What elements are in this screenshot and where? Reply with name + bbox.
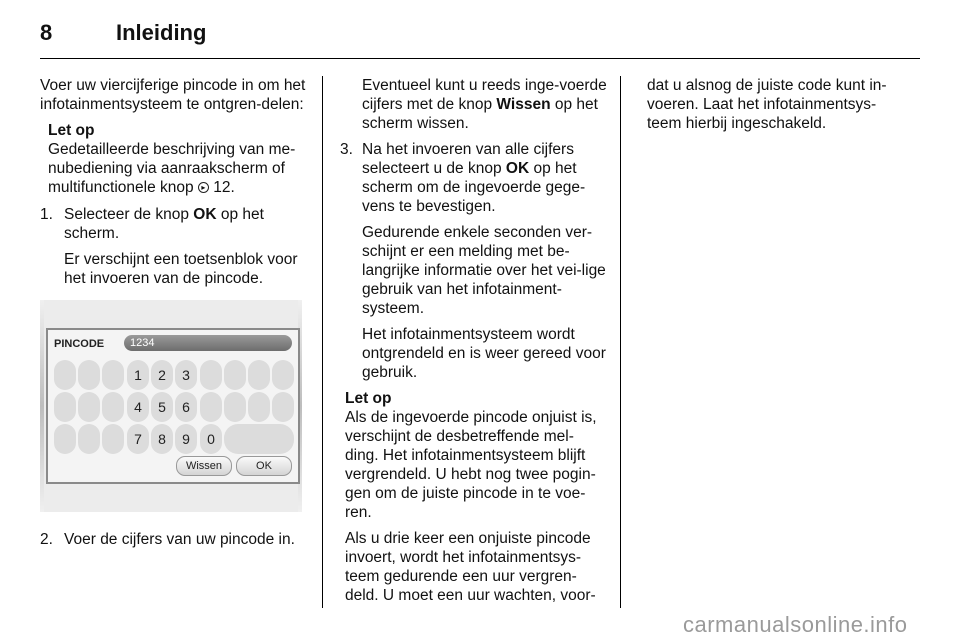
digit-key-6[interactable]: 6 (175, 392, 197, 422)
blank-key (200, 392, 222, 422)
digit-key-9[interactable]: 9 (175, 424, 197, 454)
digit-key-0[interactable]: 0 (200, 424, 222, 454)
blank-key (224, 392, 246, 422)
blank-key (272, 392, 294, 422)
column-1-lower (40, 530, 306, 556)
blank-key (224, 360, 246, 390)
column-3 (647, 76, 909, 140)
column-divider (620, 76, 621, 608)
keypad-row-1 (54, 360, 292, 390)
blank-key (102, 424, 124, 454)
body-text: Eventueel kunt u reeds inge-voerde cijfers met de knop (362, 77, 607, 113)
blank-key (248, 392, 270, 422)
ok-button[interactable]: OK (236, 456, 292, 476)
clear-button[interactable]: Wissen (176, 456, 232, 476)
blank-key (102, 360, 124, 390)
digit-key-5[interactable]: 5 (151, 392, 173, 422)
note-paragraph-2: Als u drie keer een onjuiste pincode invoert, wordt het infotainmentsys-teem gedurende een uur vergren-deld. U moet een uur wachten, voor- (345, 530, 596, 604)
blank-key (200, 360, 222, 390)
page-ref-icon: ▸ (198, 182, 209, 193)
blank-key (54, 360, 76, 390)
pincode-field[interactable]: 1234 (124, 335, 292, 351)
blank-key (78, 360, 100, 390)
column-2 (340, 76, 607, 612)
step-number: 2. (40, 531, 53, 548)
pincode-label: PINCODE (54, 338, 105, 350)
blank-key (248, 360, 270, 390)
step-1 (40, 205, 306, 243)
blank-key (54, 392, 76, 422)
digit-key-7[interactable]: 7 (127, 424, 149, 454)
step-3-paragraph-2: Gedurende enkele seconden ver-schijnt er een melding met be-langrijke informatie over het vei-lige gebruik van het infotainment-systeem. (362, 224, 606, 317)
step-key: OK (193, 206, 217, 223)
step-key: OK (505, 160, 530, 177)
digit-key-4[interactable]: 4 (127, 392, 149, 422)
digit-key-3[interactable]: 3 (175, 360, 197, 390)
screen-bezel-left (40, 300, 44, 512)
note-title: Let op (345, 390, 392, 407)
intro-text: Voer uw viercijferige pincode in om het infotainmentsysteem te ontgren-delen: (40, 77, 306, 113)
digit-key-1[interactable]: 1 (127, 360, 149, 390)
note-text (48, 140, 306, 197)
blank-key (272, 360, 294, 390)
note-block-2 (345, 389, 607, 605)
step-text: op het scherm. (64, 206, 264, 242)
step-3 (340, 140, 607, 216)
step-number: 3. (340, 141, 353, 158)
continuation-text: dat u alsnog de juiste code kunt in-voeren. Laat het infotainmentsys-teem hierbij ingeschakeld. (647, 77, 887, 132)
step-text: Na het invoeren van alle cijfers selecteert u de knop (362, 141, 574, 177)
step-2 (40, 530, 306, 549)
keypad-row-2 (54, 392, 292, 422)
blank-key (78, 424, 100, 454)
page-ref: 12. (213, 179, 235, 196)
digit-key-2[interactable]: 2 (151, 360, 173, 390)
blank-key (78, 392, 100, 422)
step-text: Selecteer de knop (64, 206, 189, 223)
step-2-continuation (345, 76, 607, 133)
blank-wide-key (224, 424, 294, 454)
chapter-title: Inleiding (116, 20, 207, 45)
column-1 (40, 76, 306, 295)
blank-key (54, 424, 76, 454)
pincode-panel (46, 328, 300, 484)
page-number: 8 (40, 20, 53, 45)
note-paragraph-1: Als de ingevoerde pincode onjuist is, verschijnt de desbetreffende mel-ding. Het infotainmentsysteem blijft vergrendeld. U hebt nog twee pogin-gen om de juiste pincode in te voe-ren. (345, 409, 597, 521)
column-divider (322, 76, 323, 608)
step-1-continuation: Er verschijnt een toetsenblok voor het invoeren van de pincode. (64, 251, 298, 287)
step-3-paragraph-3: Het infotainmentsysteem wordt ontgrendeld en is weer gereed voor gebruik. (362, 326, 606, 381)
digit-key-8[interactable]: 8 (151, 424, 173, 454)
note-block (40, 121, 306, 197)
step-number: 1. (40, 206, 53, 223)
watermark: carmanualsonline.info (683, 612, 908, 637)
step-text: Voer de cijfers van uw pincode in. (64, 531, 295, 548)
note-title: Let op (48, 122, 95, 139)
page-header (40, 20, 920, 58)
step-text: op het scherm om de ingevoerde gege-vens te bevestigen. (362, 160, 586, 215)
header-rule (40, 58, 920, 59)
body-text: op het scherm wissen. (362, 96, 598, 132)
key-name: Wissen (496, 96, 551, 113)
note-body: Gedetailleerde beschrijving van me-nubediening via aanraakscherm of multifunctionele knop (48, 141, 296, 196)
keypad-row-3 (54, 424, 292, 454)
pincode-screen-image (40, 300, 302, 512)
blank-key (102, 392, 124, 422)
